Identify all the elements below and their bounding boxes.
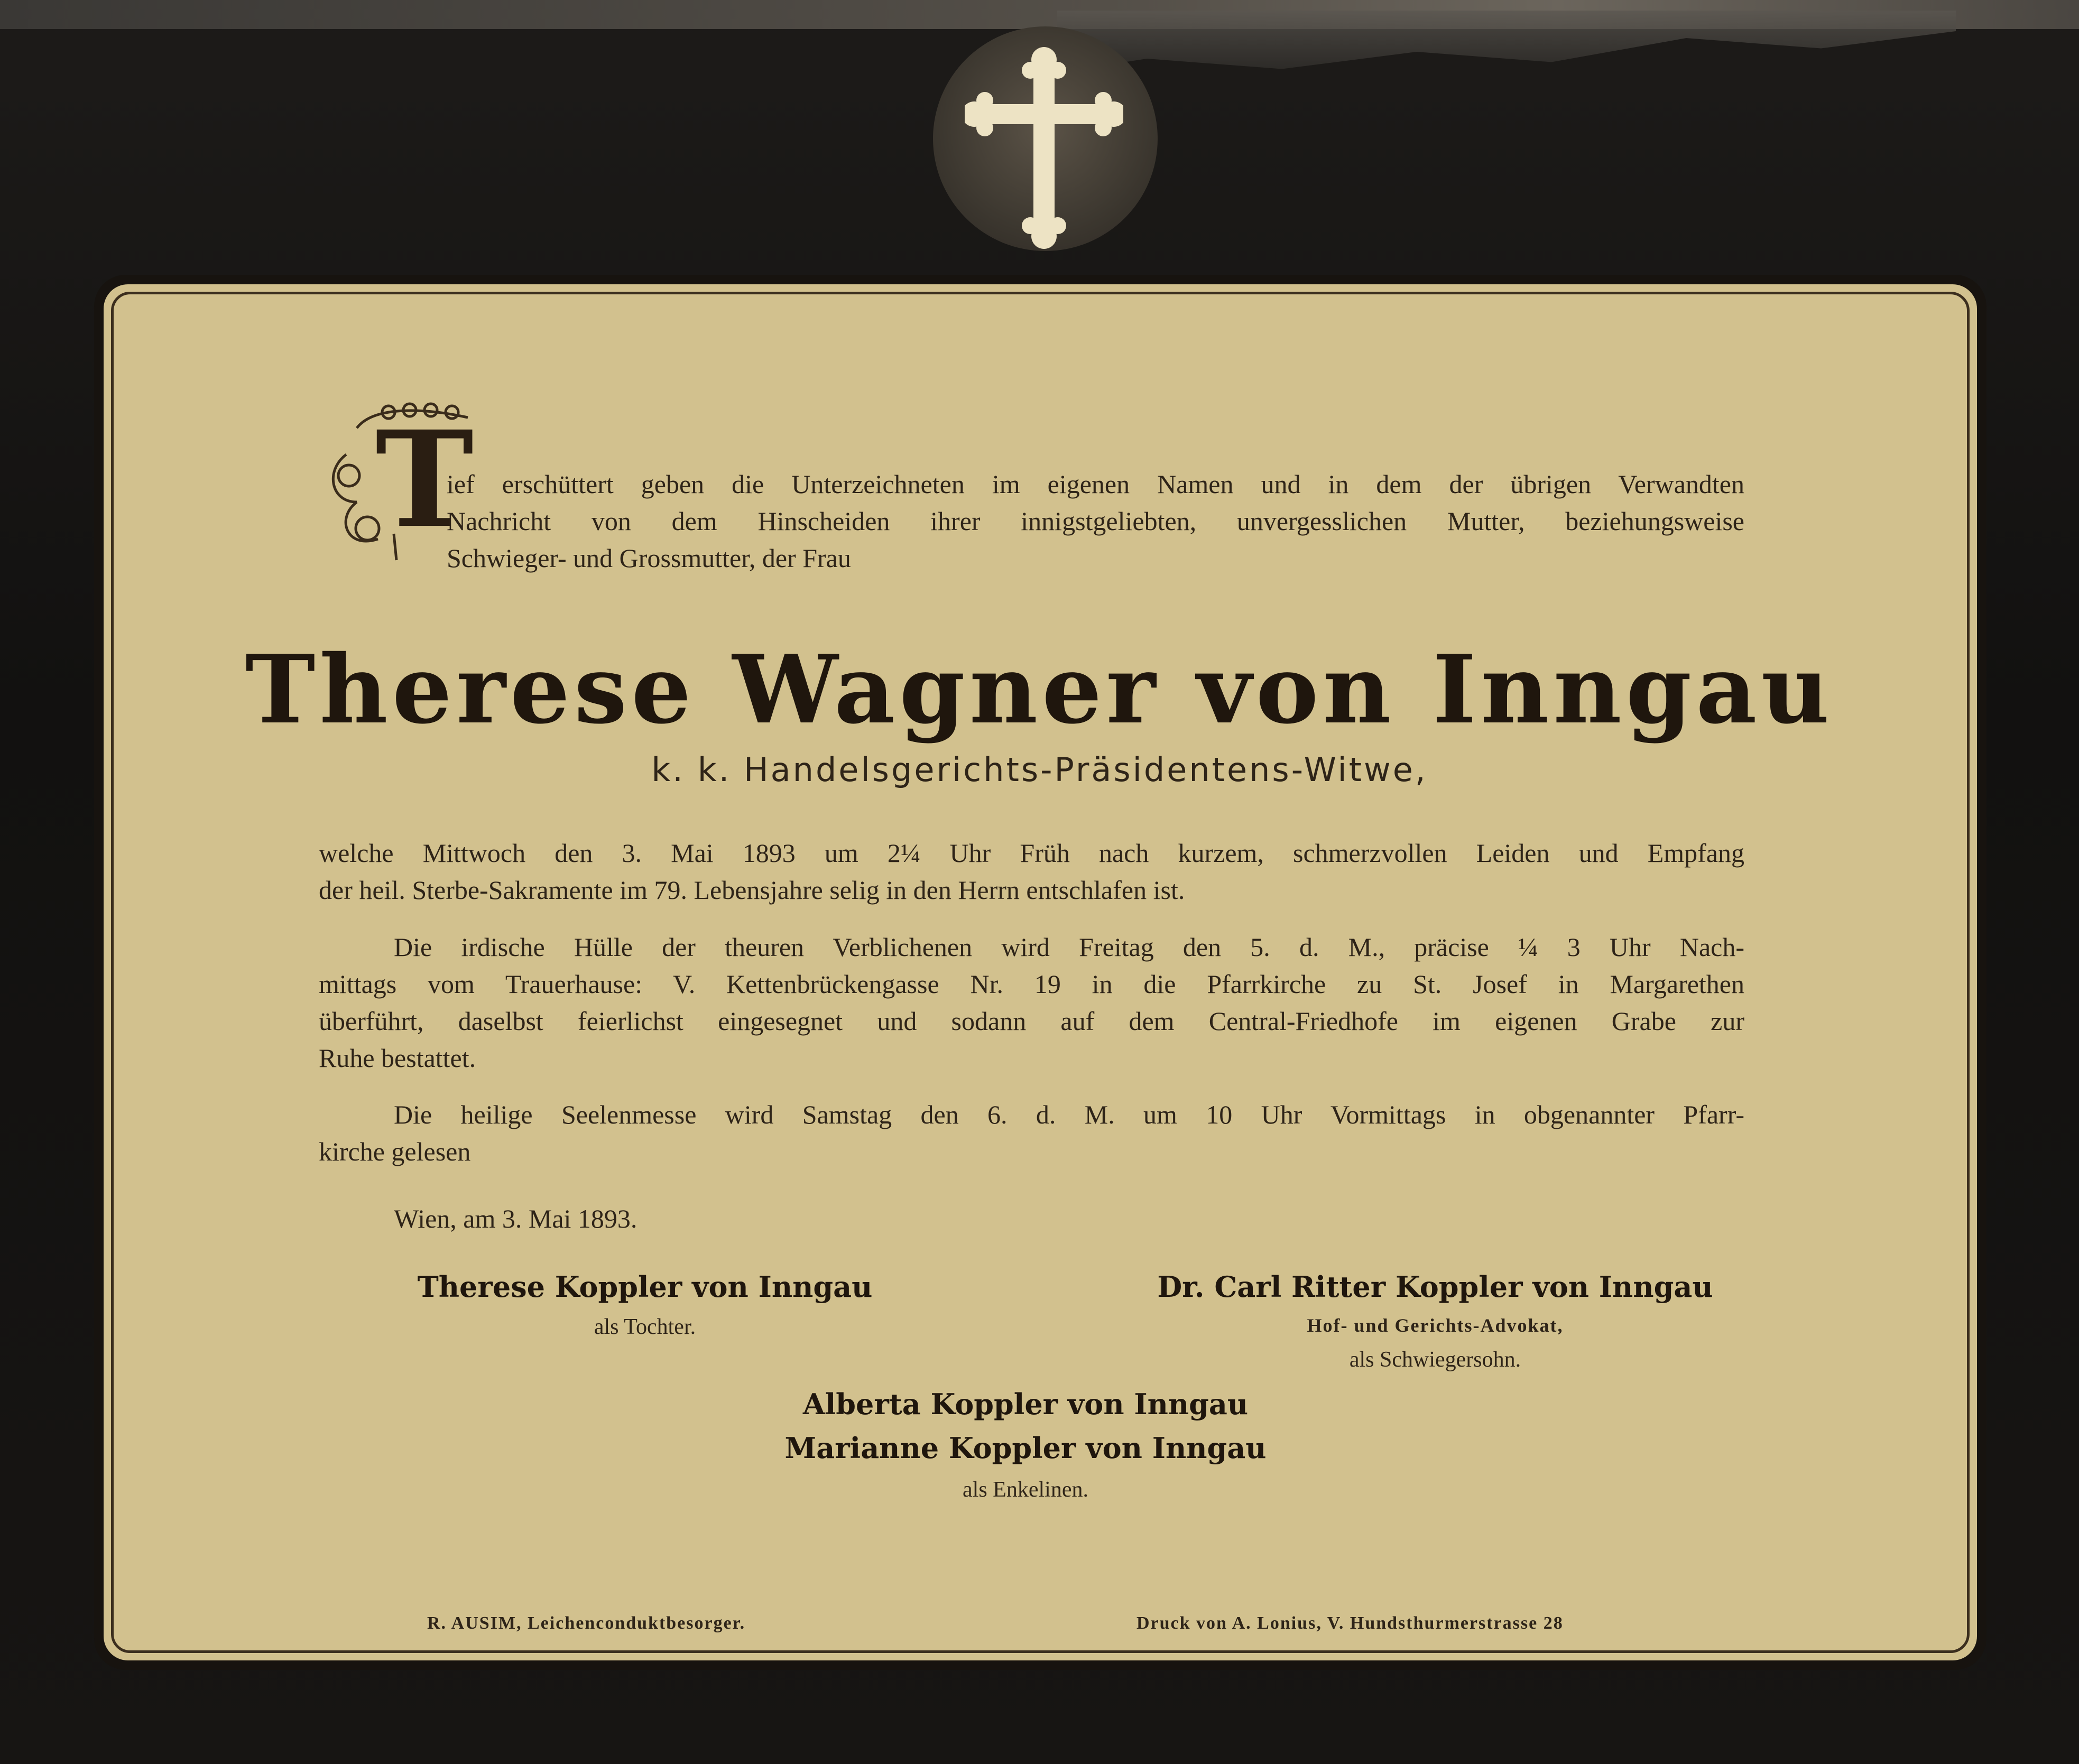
initial-letter: T bbox=[375, 402, 474, 557]
paragraph3-line-1: Die heilige Seelenmesse wird Samstag den 6. d. M. um 10 Uhr Vormittags in obgenannter Pfarr- bbox=[394, 1100, 1744, 1129]
paragraph2-line-2: mittags vom Trauerhause: V. Kettenbrückengasse Nr. 19 in die Pfarrkirche zu St. Josef in Margarethen bbox=[319, 969, 1744, 999]
signatory-son-in-law-name: Dr. Carl Ritter Koppler von Inngau bbox=[1157, 1270, 1713, 1304]
signatory-grandchild-2: Marianne Koppler von Inngau bbox=[784, 1431, 1267, 1465]
signatory-son-in-law-role-2: als Schwiegersohn. bbox=[1349, 1348, 1521, 1372]
signatory-grandchild-1: Alberta Koppler von Inngau bbox=[802, 1387, 1249, 1421]
paragraph3-line-2: kirche gelesen bbox=[319, 1137, 471, 1166]
footer-undertaker: R. AUSIM, Leichenconduktbesorger. bbox=[427, 1613, 746, 1633]
intro-line-3: Schwieger- und Grossmutter, der Frau bbox=[447, 543, 851, 573]
intro-line-1: ief erschüttert geben die Unterzeichneten im eigenen Namen und in dem der übrigen Verwandten bbox=[447, 469, 1744, 499]
signatory-grandchildren-role: als Enkelinen. bbox=[963, 1478, 1088, 1502]
signatory-daughter-role: als Tochter. bbox=[594, 1315, 696, 1339]
signatory-son-in-law-role-1: Hof- und Gerichts-Advokat, bbox=[1307, 1315, 1564, 1336]
footer-printer: Druck von A. Lonius, V. Hundsthurmerstrasse 28 bbox=[1136, 1613, 1564, 1633]
deceased-title: k. k. Handelsgerichts-Präsidentens-Witwe, bbox=[651, 750, 1428, 789]
paragraph1-line-2: der heil. Sterbe-Sakramente im 79. Lebensjahre selig in den Herrn entschlafen ist. bbox=[319, 875, 1185, 905]
intro-line-2: Nachricht von dem Hinscheiden ihrer innigstgeliebten, unvergesslichen Mutter, beziehungsweise bbox=[447, 506, 1744, 536]
torn-paper-edge bbox=[1057, 11, 1956, 79]
paragraph2-line-3: überführt, daselbst feierlichst eingesegnet und sodann auf dem Central-Friedhofe im eigenen Grabe zur bbox=[319, 1006, 1744, 1036]
deceased-name: Therese Wagner von Inngau bbox=[245, 634, 1834, 745]
paragraph1-line-1: welche Mittwoch den 3. Mai 1893 um 2¼ Uhr Früh nach kurzem, schmerzvollen Leiden und Empfang bbox=[319, 838, 1744, 868]
paragraph2-line-4: Ruhe bestattet. bbox=[319, 1043, 476, 1073]
signatory-daughter-name: Therese Koppler von Inngau bbox=[417, 1270, 873, 1304]
place-date: Wien, am 3. Mai 1893. bbox=[394, 1204, 637, 1233]
paragraph2-line-1: Die irdische Hülle der theuren Verblichenen wird Freitag den 5. d. M., präcise ¼ 3 Uhr Nach- bbox=[394, 932, 1744, 962]
cross-icon bbox=[965, 45, 1123, 251]
